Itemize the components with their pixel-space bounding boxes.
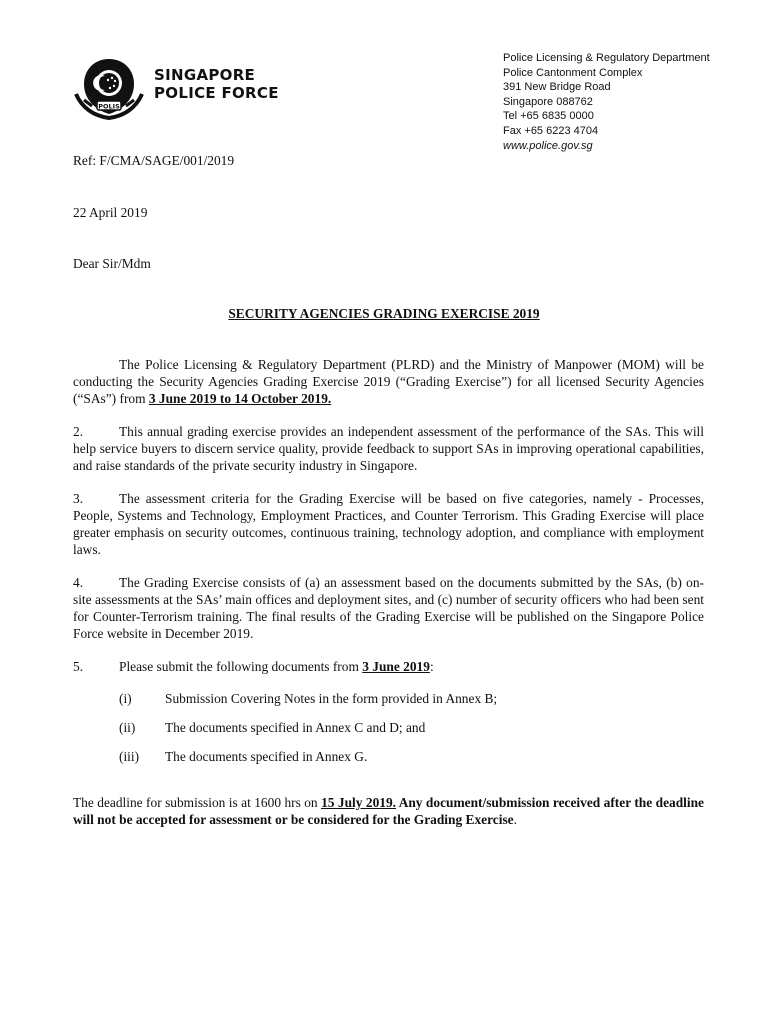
paragraph-3 [73,490,704,558]
deadline-text: The deadline for submission is at 1600 hrs on [73,795,322,810]
intro-text: The Police Licensing & Regulatory Department (PLRD) and the Ministry of Manpower (MOM) will be conducting the Security Agencies Grading Exercise 2019 (“Grading Exercise”) for all licensed Security Agencies (“SAs”) from [73,357,704,406]
paragraph-2 [73,423,704,474]
paragraph-number: 4. [73,575,84,590]
paragraph-text: This annual grading exercise provides an independent assessment of the performance of the SAs. This will help service buyers to discern service quality, provide feedback to support SAs in improving operational capabilities, and raise standards of the private security industry in Singapore. [73,424,704,473]
address-line: Fax +65 6223 4704 [503,124,599,137]
address-line: 391 New Bridge Road [503,81,611,94]
crest-text: POLIS [98,102,120,111]
list-item-number: (iii) [119,749,140,764]
address-line: Tel +65 6835 0000 [503,110,594,123]
deadline-paragraph [73,794,704,828]
list-item-text: The documents specified in Annex G. [165,749,368,764]
police-crest-icon [72,56,146,120]
paragraph-number: 2. [73,424,84,439]
list-item-number: (i) [119,691,132,706]
letter-date: 22 April 2019 [73,205,148,220]
paragraph-text: Please submit the following documents from [119,659,363,674]
punctuation: : [429,659,434,674]
deadline-warning: Any document/submission received after the deadline will not be accepted for assessment or be considered for the Grading Exercise [73,795,704,827]
list-item-number: (ii) [119,720,136,735]
paragraph-number: 3. [73,491,84,506]
list-item [119,748,367,765]
org-name-line-1: SINGAPORE [154,66,256,84]
address-line: Singapore 088762 [503,95,593,108]
spf-logo [72,56,282,120]
deadline-date: 15 July 2019. [321,795,396,810]
department-address [503,51,710,153]
paragraph-number: 5. [73,659,84,674]
salutation: Dear Sir/Mdm [73,256,151,271]
exercise-dates: 3 June 2019 to 14 October 2019. [148,391,332,406]
address-line: Police Licensing & Regulatory Department [503,52,710,64]
paragraph-5 [73,658,704,675]
list-item-text: Submission Covering Notes in the form provided in Annex B; [165,691,498,706]
submission-start-date: 3 June 2019 [362,659,430,674]
paragraph-text: The Grading Exercise consists of (a) an assessment based on the documents submitted by the SAs, (b) on-site assessments at the SAs’ main offices and deployment sites, and (c) number of security officers who had been sent for Counter-Terrorism training. The final results of the Grading Exercise will be published on the Singapore Police Force website in December 2019. [73,575,704,641]
list-item-text: The documents specified in Annex C and D; and [165,720,426,735]
paragraph-4 [73,574,704,642]
org-name-line-2: POLICE FORCE [154,84,279,102]
paragraph-text: The assessment criteria for the Grading Exercise will be based on five categories, namely - Processes, People, Systems and Technology, Employment Practices, and Counter Terrorism. This Grading Exercise will place greater emphasis on security outcomes, continuous training, technology adoption, and compliance with employment laws. [73,491,704,557]
website-link[interactable]: www.police.gov.sg [503,139,593,152]
organisation-name [154,66,279,102]
reference-number: Ref: F/CMA/SAGE/001/2019 [73,153,235,168]
paragraph-intro [73,356,704,407]
address-line: Police Cantonment Complex [503,66,643,79]
list-item [119,719,425,736]
list-item [119,690,497,707]
letter-title: SECURITY AGENCIES GRADING EXERCISE 2019 [228,306,540,321]
punctuation: . [513,812,517,827]
